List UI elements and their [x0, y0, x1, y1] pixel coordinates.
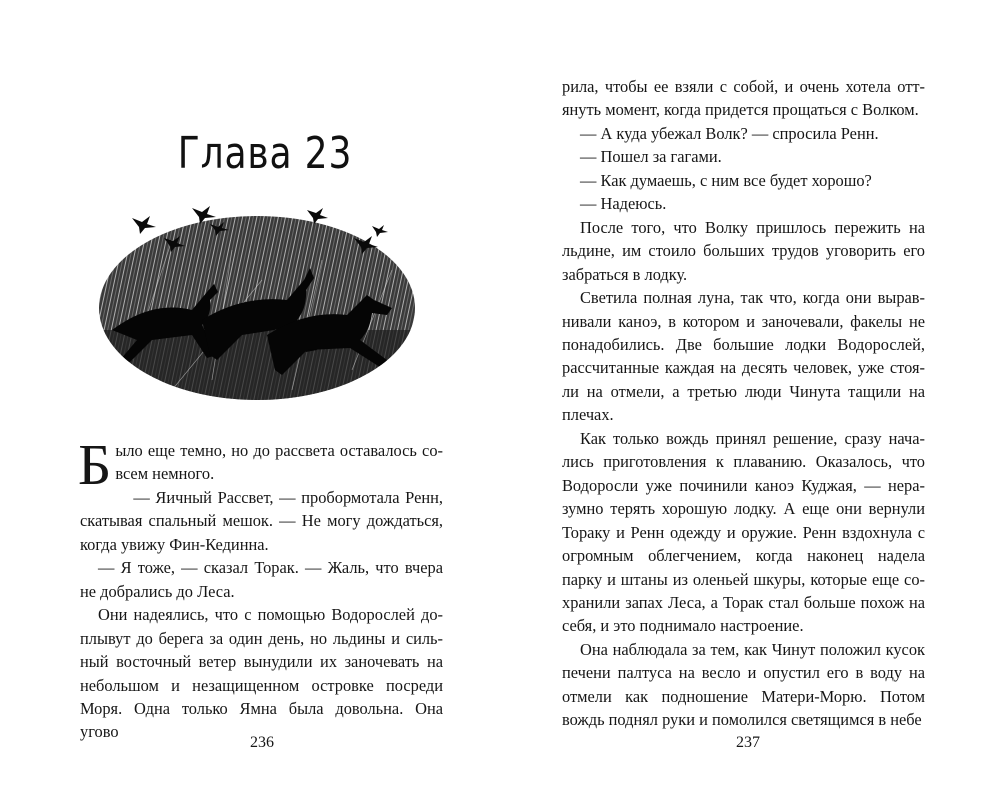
paragraph: — Я тоже, — сказал Торак. — Жаль, что вчера не добрались до Леса.	[80, 558, 443, 601]
chapter-title: Глава 23	[177, 128, 353, 179]
paragraph: Она наблюдала за тем, как Чинут положил кусок печени палтуса на весло и опустил его в воду на отмели как подношение Матери-Морю. Потом вождь поднял руки и помолился светящимся в небе	[562, 639, 925, 730]
drop-cap: Б	[78, 432, 112, 497]
paragraph: — Пошел за гагами.	[580, 147, 722, 167]
paragraph: — А куда убежал Волк? — спросила Ренн.	[580, 123, 879, 143]
paragraph: — Как думаешь, с ним все будет хорошо?	[580, 170, 872, 190]
paragraph: — Надеюсь.	[580, 194, 667, 214]
paragraph: Было еще темно, но до рассвета оставалось совсем немного.	[78, 432, 443, 497]
page-number: 237	[736, 734, 760, 751]
paragraph: — Яичный Рассвет, — пробормотала Ренн, скатывая спальный мешок. — Не могу дождаться, когда увижу Фин-Кединна.	[80, 487, 443, 554]
deer-illustration	[92, 180, 427, 405]
paragraph: рила, чтобы ее взяли с собой, и очень хотела оттянуть момент, когда придется прощаться с Волком.	[562, 77, 925, 120]
paragraph: Как только вождь принял решение, сразу начались приготовления к плаванию. Оказалось, что Водоросли уже починили каноэ Куджая, — неразумно терять хорошую лодку. А еще они вернули Тораку и Ренн одежду и оружие. Ренн вздохнула с огромным облегчением, когда наконец надела парку и штаны из оленьей шкуры, которые еще сохранили запах Леса, а Торак стал больше похож на себя, и это поднимало настроение.	[562, 428, 925, 636]
paragraph: Они надеялись, что с помощью Водорослей доплывут до берега за один день, но льдины и сильный восточный ветер вынудили их заночевать на небольшом и незащищенном островке посреди Моря. Одна только Ямна была довольна. Она угово	[80, 605, 443, 742]
right-body-text	[562, 75, 925, 732]
paragraph: Светила полная луна, так что, когда они выравнивали каноэ, в котором и заночевали, факелы не понадобились. Две большие лодки Водорослей, рассчитанные каждая на десять человек, уже стояли на отмели, а третью люди Чинута тащили на плечах.	[562, 288, 925, 425]
page-number: 236	[250, 734, 274, 751]
paragraph: После того, что Волку пришлось пережить на льдине, им стоило больших трудов уговорить его забраться в лодку.	[562, 217, 925, 284]
left-body-text	[78, 432, 443, 744]
